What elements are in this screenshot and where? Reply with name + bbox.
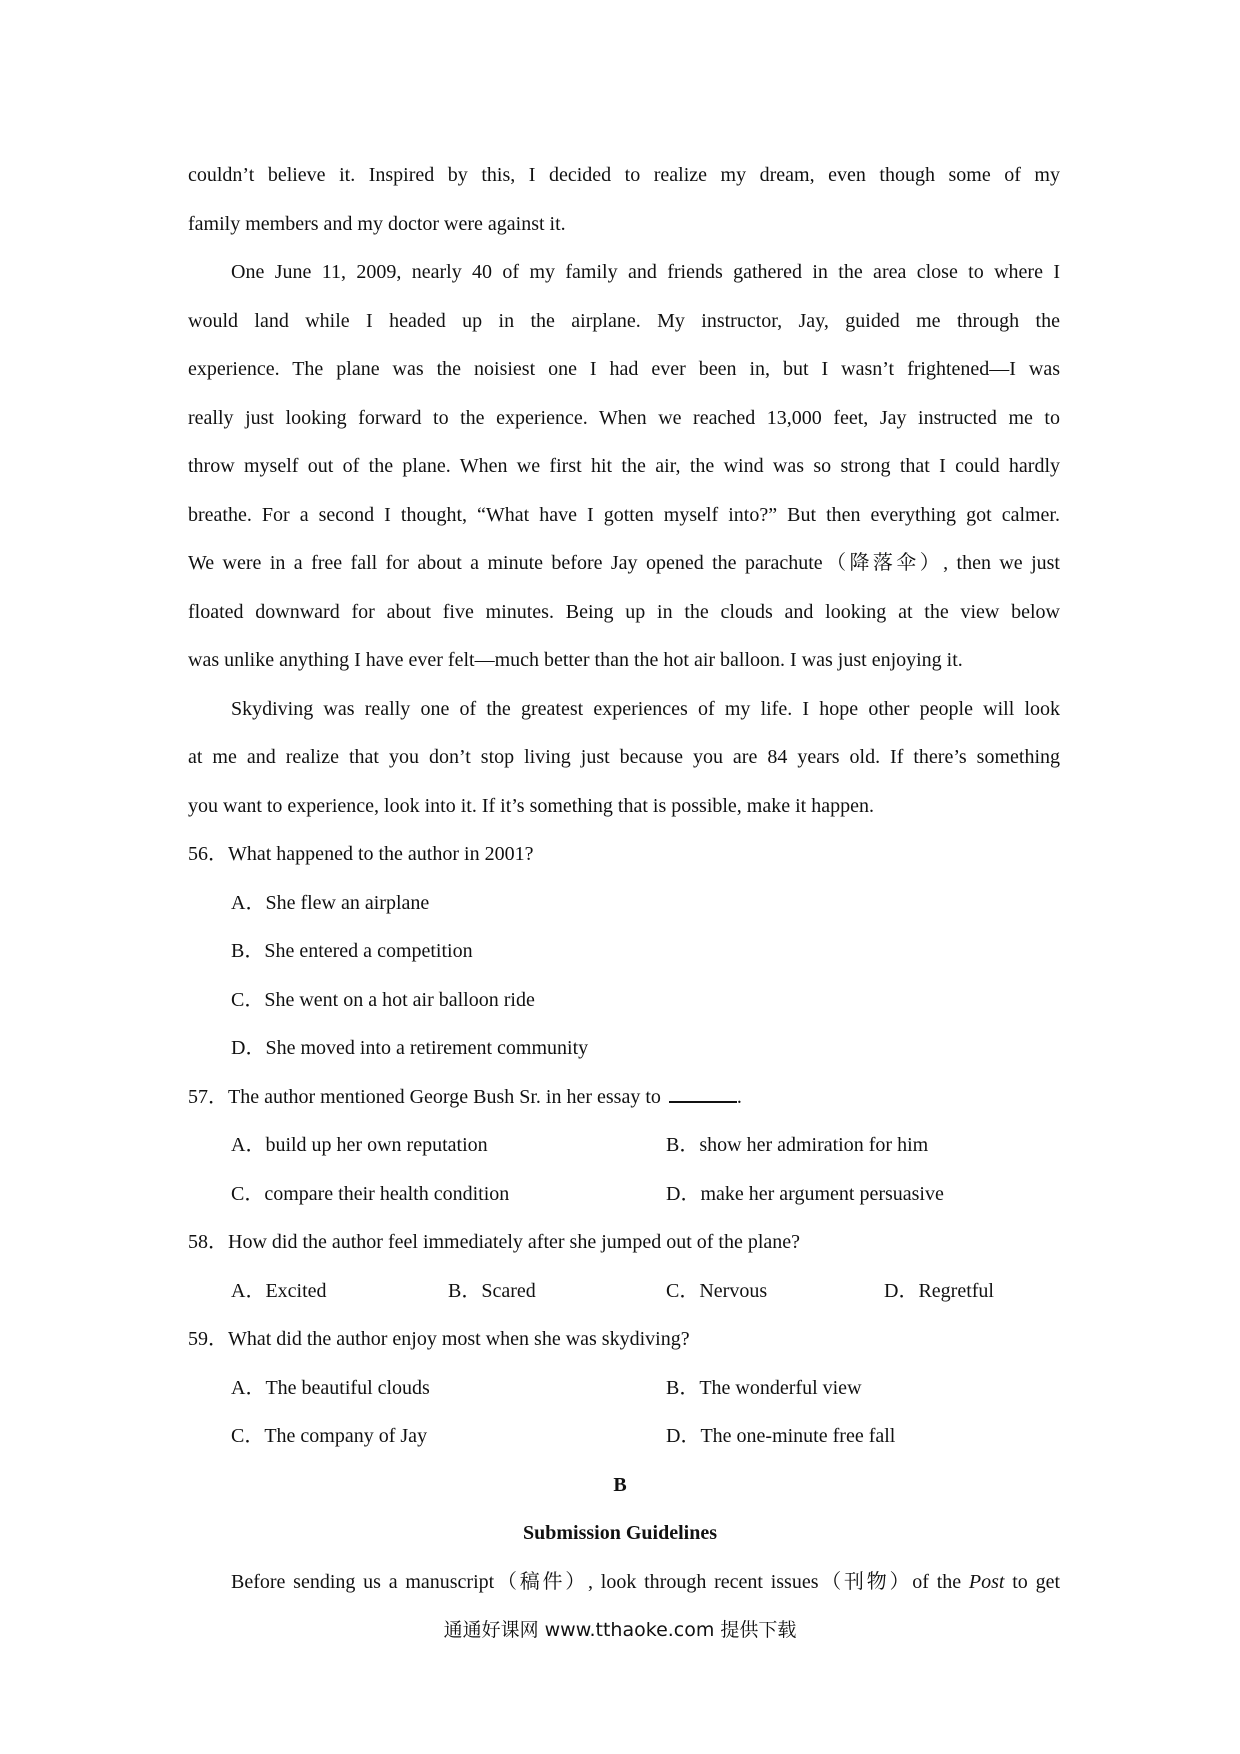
passage-line: couldn’t believe it. Inspired by this, I decided to realize my dream, even though some of my	[188, 164, 1060, 186]
question-56-stem: 56．What happened to the author in 2001?	[188, 843, 534, 865]
question-57	[188, 1083, 742, 1111]
question-57-tail: .	[736, 1086, 742, 1108]
question-56-option-c: C．She went on a hot air balloon ride	[231, 989, 535, 1011]
passage-line: really just looking forward to the experience. When we reached 13,000 feet, Jay instructed me to	[188, 407, 1060, 429]
publication-name: Post	[968, 1571, 1005, 1593]
passage-line: throw myself out of the plane. When we first hit the air, the wind was so strong that I could hardly	[188, 455, 1060, 477]
passage-line: floated downward for about five minutes. Being up in the clouds and looking at the view below	[188, 601, 1060, 623]
passage-line: was unlike anything I have ever felt—much better than the hot air balloon. I was just enjoying it.	[188, 649, 963, 671]
passage-line: family members and my doctor were against it.	[188, 213, 566, 235]
section-title: Submission Guidelines	[523, 1522, 717, 1544]
passage-line: you want to experience, look into it. If it’s something that is possible, make it happen.	[188, 795, 874, 817]
question-59-option-b: B．The wonderful view	[666, 1377, 862, 1399]
passage-line: would land while I headed up in the airplane. My instructor, Jay, guided me through the	[188, 310, 1060, 332]
question-58-option-b: B．Scared	[448, 1280, 536, 1302]
question-57-option-c: C．compare their health condition	[231, 1183, 510, 1205]
question-59-option-c: C．The company of Jay	[231, 1425, 428, 1447]
question-58-stem: 58．How did the author feel immediately after she jumped out of the plane?	[188, 1231, 801, 1253]
question-56-option-b: B．She entered a competition	[231, 940, 473, 962]
question-59-option-d: D．The one-minute free fall	[666, 1425, 896, 1447]
passage-line: experience. The plane was the noisiest one I had ever been in, but I wasn’t frightened—I was	[188, 358, 1060, 380]
passage-line: We were in a free fall for about a minute before Jay opened the parachute（降落伞）, then we just	[188, 552, 1060, 574]
answer-blank	[669, 1083, 737, 1103]
passage-line: One June 11, 2009, nearly 40 of my family and friends gathered in the area close to where I	[231, 261, 1060, 283]
question-58-option-c: C．Nervous	[666, 1280, 768, 1302]
question-59-option-a: A．The beautiful clouds	[231, 1377, 430, 1399]
passage-line: Skydiving was really one of the greatest experiences of my life. I hope other people will look	[231, 698, 1060, 720]
question-57-option-d: D．make her argument persuasive	[666, 1183, 944, 1205]
passage-line: breathe. For a second I thought, “What have I gotten myself into?” But then everything got calmer.	[188, 504, 1060, 526]
question-58-option-a: A．Excited	[231, 1280, 327, 1302]
question-57-option-a: A．build up her own reputation	[231, 1134, 488, 1156]
question-59-stem: 59．What did the author enjoy most when she was skydiving?	[188, 1328, 690, 1350]
question-58-option-d: D．Regretful	[884, 1280, 994, 1302]
passage-line: Before sending us a manuscript（稿件）, look through recent issues（刊物）of the Post to get	[231, 1571, 1061, 1593]
section-letter: B	[613, 1474, 627, 1496]
page-footer: 通通好课网 www.tthaoke.com 提供下载	[443, 1619, 797, 1641]
question-57-option-b: B．show her admiration for him	[666, 1134, 929, 1156]
question-56-option-a: A．She flew an airplane	[231, 892, 430, 914]
question-56-option-d: D．She moved into a retirement community	[231, 1037, 589, 1059]
passage-line: at me and realize that you don’t stop living just because you are 84 years old. If there’s something	[188, 746, 1060, 768]
question-57-stem: 57．The author mentioned George Bush Sr. in her essay to	[188, 1086, 661, 1108]
